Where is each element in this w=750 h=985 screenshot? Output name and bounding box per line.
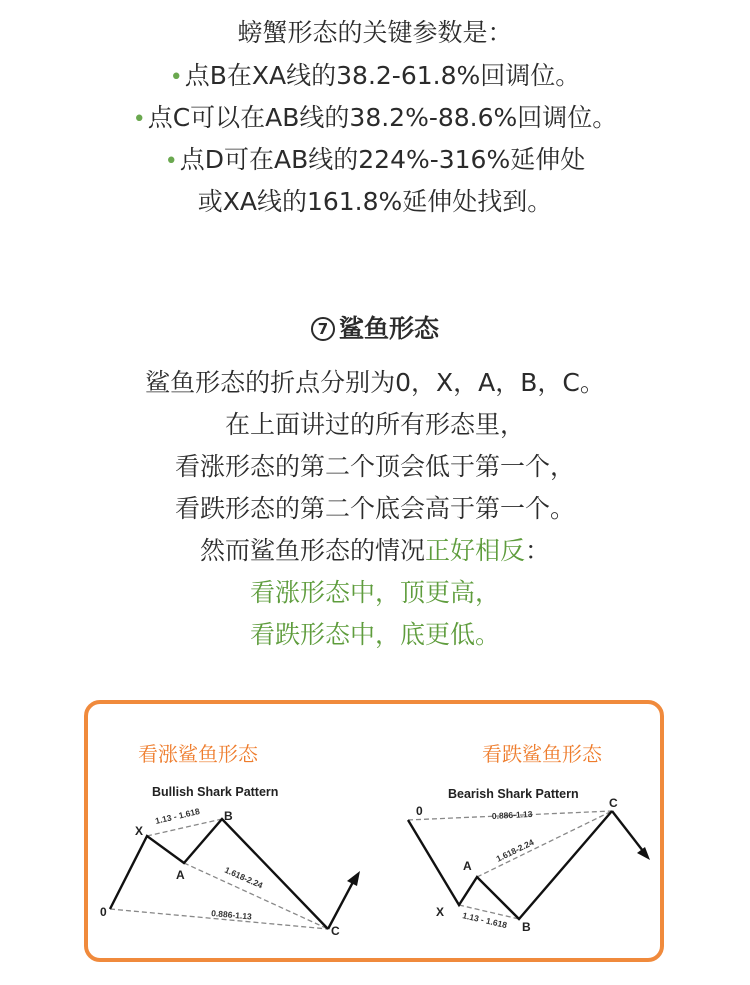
bearish-point-0: 0 [416,804,423,818]
bear-summary: 看跌形态中，底更低。 [249,620,500,649]
bullet-icon: • [164,149,178,174]
crab-point-d [0,145,750,177]
shark-paragraph-line: 在上面讲过的所有形态里， [224,410,525,439]
shark-contrast-line [0,536,750,566]
bearish-ratio-xb: 1.13 - 1.618 [461,910,509,931]
bullish-ratio-xb: 1.13 - 1.618 [154,805,201,826]
bearish-title: Bearish Shark Pattern [448,787,579,801]
crab-point-d-continuation: 或XA线的161.8%延伸处找到。 [197,187,553,216]
bearish-shark-diagram [406,774,656,944]
bullish-point-0: 0 [100,905,107,919]
contrast-prefix: 然而鲨鱼形态的情况 [199,536,425,565]
pattern-figure-frame [84,700,664,962]
bearish-point-b: B [522,920,531,934]
contrast-suffix: ： [525,536,551,565]
bearish-price-path [408,808,612,919]
bullish-title: Bullish Shark Pattern [152,785,279,799]
crab-point-c [0,103,750,135]
circled-number-icon: 7 [311,317,335,341]
crab-heading: 螃蟹形态的关键参数是： [237,18,513,47]
bullish-point-a: A [176,868,185,882]
bullish-point-c: C [331,924,340,938]
bearish-cn-label: 看跌鲨鱼形态 [482,742,602,766]
bearish-point-c: C [609,796,618,810]
shark-paragraph-line: 看涨形态的第二个顶会低于第一个， [174,452,575,481]
arrow-down-icon [637,847,650,860]
bullish-shark-diagram [98,774,373,944]
bullish-cn-label: 看涨鲨鱼形态 [138,742,258,766]
section-title-text: 鲨鱼形态 [338,314,439,343]
bullet-icon: • [169,65,183,90]
bullish-point-b: B [224,809,233,823]
shark-paragraph-line: 鲨鱼形态的折点分别为0，X，A，B，C。 [145,368,605,397]
section-title [0,314,750,344]
bull-summary: 看涨形态中，顶更高， [249,578,500,607]
bearish-ratio-ac: 1.618-2.24 [494,836,536,864]
bullish-ratio-oc: 0.886-1.13 [210,908,253,922]
bullish-ac-line [184,863,328,929]
shark-paragraph-line: 看跌形态的第二个底会高于第一个。 [174,494,575,523]
bearish-point-x: X [436,905,445,919]
bearish-ratio-oc: 0.886-1.13 [491,808,533,821]
bullet-icon: • [132,107,146,132]
bearish-ac-line [477,808,612,877]
bullish-projection [328,882,353,929]
bullish-ratio-ac: 1.618-2.24 [223,864,265,891]
bullish-point-x: X [135,824,144,838]
contrast-highlight: 正好相反 [424,536,525,565]
bearish-point-a: A [463,859,472,873]
arrow-up-icon [347,871,360,886]
bearish-projection [612,811,643,851]
crab-point-b-text: 点B在XA线的38.2-61.8%回调位。 [184,61,581,90]
crab-point-b [0,61,750,93]
crab-point-c-text: 点C可以在AB线的38.2%-88.6%回调位。 [147,103,618,132]
crab-point-d-text: 点D可在AB线的224%-316%延伸处 [179,145,586,174]
